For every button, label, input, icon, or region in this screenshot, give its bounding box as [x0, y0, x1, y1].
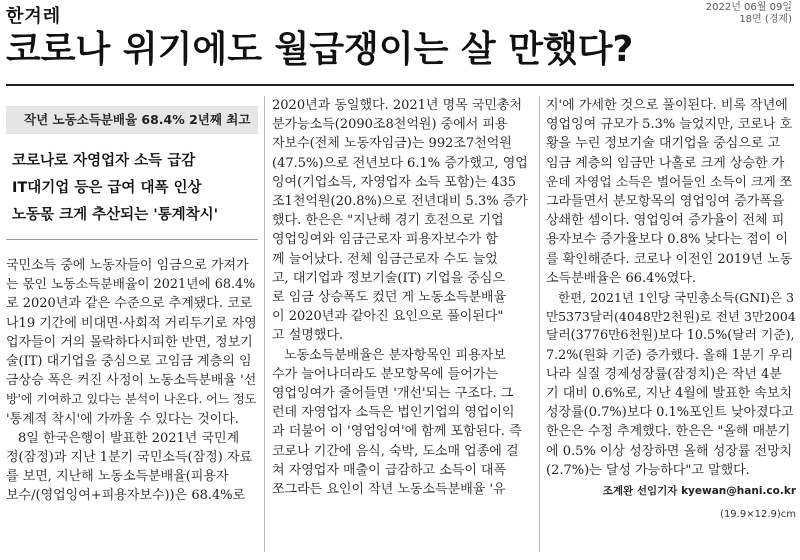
body-line: 정(잠정)과 지난 1분기 국민소득(잠정) 자료 [6, 450, 253, 466]
body-line: (47.5%)으로 전년보다 6.1% 증가했고, 영업 [272, 155, 528, 171]
body-line: 노동소득분배율은 분자항목인 피용자보 [284, 347, 506, 363]
body-line: 잉여(기업소득, 자영업자 소득 포함)는 435 [272, 174, 516, 190]
article-headline: 코로나 위기에도 월급쟁이는 살 만했다? [6, 29, 634, 70]
clip-size: (19.9×12.9)cm [720, 509, 796, 521]
article-column-3 [546, 96, 796, 524]
body-line: 달러(3776만6천원)보다 10.5%(달러 기준), [546, 328, 795, 344]
body-line: 영업잉여와 임금근로자 피용자보수가 함 [272, 232, 498, 248]
newspaper-logo: 한겨레 [6, 6, 62, 27]
body-line: 했다. 한은은 "지난해 경기 호전으로 기업 [272, 213, 504, 229]
body-line: 성장률(0.7%)보다 0.1%포인트 낮아졌다고 [546, 405, 794, 421]
body-line: 나라 실질 경제성장률(잠정치)은 작년 4분 [546, 366, 782, 382]
body-line: '통계적 착시'에 가까울 수 있다는 것이다. [6, 411, 239, 427]
body-line: 영업잉여가 줄어들면 '개선'되는 구조다. 그 [272, 386, 514, 402]
body-line: 금상승 폭은 커진 사정이 노동소득분배율 '선 [6, 373, 257, 389]
subhead-line: 노동몫 크게 추산되는 '통계착시' [12, 207, 219, 223]
body-line: 런데 자영업자 소득은 법인기업의 영업이익 [272, 405, 515, 421]
body-line: 한은은 수정 추계했다. 한은은 "올해 매분기 [546, 424, 791, 440]
body-line: 과 더불어 이 '영업잉여'에 함께 포함된다. 즉 [272, 424, 522, 440]
body-line: 를 확인해준다. 코로나 이전인 2019년 노동 [546, 251, 793, 267]
body-line: 는 몫인 노동소득분배율이 2021년에 68.4% [6, 277, 256, 293]
body-line: 보수/(영업잉여+피용자보수))은 68.4%로 [6, 488, 246, 504]
body-line: 한편, 2021년 1인당 국민총소득(GNI)은 3 [558, 290, 795, 306]
body-line: 술(IT) 대기업을 중심으로 고임금 계층의 임 [6, 354, 252, 370]
body-line: 운데 자영업 소득은 벌어들인 소득이 크게 쪼 [546, 174, 793, 190]
body-line: 상쇄한 셈이다. 영업잉여 증가율이 전체 피 [546, 213, 785, 229]
article-kicker: 작년 노동소득분배율 68.4% 2년째 최고 [6, 106, 258, 134]
body-line: 만5373달러(4048만2천원)로 전년 3만2004 [546, 309, 796, 325]
issue-date: 2022년 06월 09일 [705, 2, 792, 13]
body-line: 용자보수 증가율보다 0.8% 낮다는 점이 이 [546, 232, 789, 248]
body-line: 8일 한국은행이 발표한 2021년 국민계 [18, 430, 240, 446]
body-line: 코로나 기간에 음식, 숙박, 도소매 업종에 걸 [272, 443, 519, 459]
column-divider [264, 96, 265, 552]
article-subheads [6, 144, 258, 240]
article-column-2 [272, 96, 534, 499]
column-divider [539, 96, 540, 552]
body-line: 방'에 기여하고 있다는 분석이 나온다. 어느 정도 [6, 392, 257, 407]
body-line: 7.2%(원화 기준) 증가했다. 올해 1분기 우리 [546, 347, 794, 363]
subhead-line: 코로나로 자영업자 소득 급감 [12, 153, 196, 169]
body-line: 께 늘어났다. 전체 임금근로자 수도 늘었 [272, 251, 498, 267]
body-line: 황을 누린 정보기술 대기업을 중심으로 고 [546, 136, 781, 152]
article-column-1 [6, 94, 258, 506]
body-line: 소득분배율은 66.4%였다. [546, 270, 697, 286]
body-line: 그라들면서 분모항목의 영업잉여 증가폭을 [546, 194, 785, 210]
body-line: 이 2020년과 같아진 요인으로 풀이된다" [272, 309, 504, 325]
page-section: 18면 (경제) [739, 14, 792, 25]
body-line: 분가능소득(2090조8천억원) 중에서 피용 [272, 117, 508, 133]
body-line: 로 2020년과 같은 수준으로 추계됐다. 코로 [6, 296, 253, 312]
body-line: 쳐 자영업자 매출이 급감하고 소득이 대폭 [272, 462, 507, 478]
body-line: 수가 늘어나더라도 분모항목에 들어가는 [272, 366, 498, 382]
body-line: 영업잉여 규모가 5.3% 늘었지만, 코로나 호 [546, 117, 793, 133]
subhead-line: IT대기업 등은 급여 대폭 인상 [12, 180, 202, 196]
body-line: 쪼그라든 요인이 작년 노동소득분배율 '유 [272, 482, 506, 498]
body-line: (2.7%)는 달성 가능하다"고 말했다. [546, 462, 750, 478]
body-line: 나19 기간에 비대면·사회적 거리두기로 자영 [6, 315, 257, 331]
headline-divider [6, 84, 794, 86]
body-line: 고 설명했다. [272, 328, 344, 344]
issue-meta [706, 2, 792, 26]
body-line: 를 보면, 지난해 노동소득분배율(피용자 [6, 469, 229, 485]
body-line: 고, 대기업과 정보기술(IT) 기업을 중심으 [272, 270, 505, 286]
body-line: 임금 계층의 임금만 나홀로 크게 상승한 가 [546, 155, 785, 171]
body-line: 지'에 가세한 것으로 풀이된다. 비록 작년에 [546, 98, 788, 113]
article-byline: 조계완 선임기자 kyewan@hani.co.kr [602, 485, 796, 498]
body-line: 기 대비 0.6%로, 지난 4월에 발표한 속보치 [546, 386, 793, 402]
body-line: 2020년과 동일했다. 2021년 명목 국민총처 [272, 98, 523, 113]
body-line: 조1천억원(20.8%)으로 전년대비 5.3% 증가 [272, 194, 528, 210]
body-line: 자보수(전체 노동자임금)는 992조7천억원 [272, 136, 512, 152]
body-line: 에 0.5% 이상 성장하면 올해 성장률 전망치 [546, 443, 793, 459]
body-line: 국민소득 중에 노동자들이 임금으로 가져가 [6, 258, 249, 273]
body-line: 업자들이 거의 몰락하다시피한 반면, 정보기 [6, 334, 253, 350]
body-text [6, 256, 258, 506]
body-line: 로 임금 상승폭도 컸던 게 노동소득분배율 [272, 290, 507, 306]
